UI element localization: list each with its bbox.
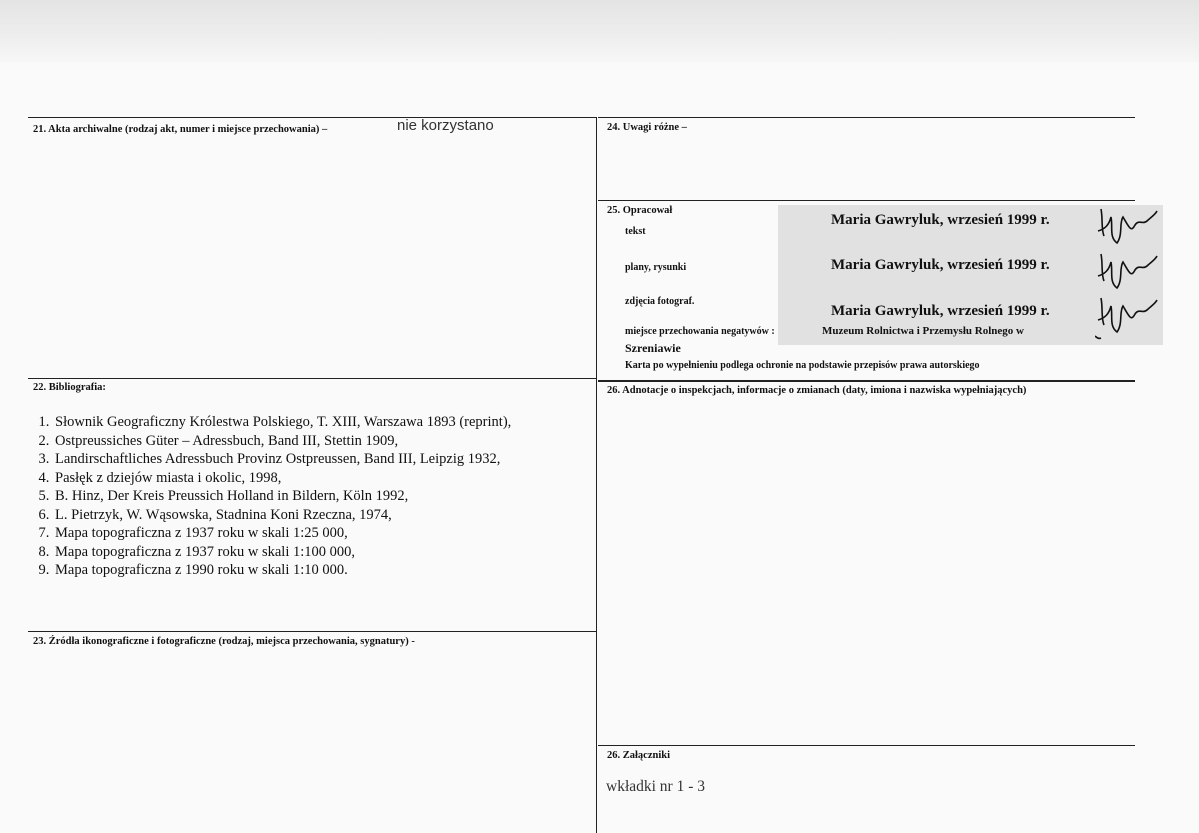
scan-top-margin xyxy=(0,0,1199,62)
row-plans-label: plany, rysunki xyxy=(625,262,687,273)
row-photos-label: zdjęcia fotograf. xyxy=(625,296,695,307)
row-photos-value: Maria Gawryluk, wrzesień 1999 r. xyxy=(831,303,1050,319)
negatives-value: Muzeum Rolnictwa i Przemysłu Rolnego w xyxy=(822,325,1024,337)
signature-mark xyxy=(1095,248,1160,293)
bibliography-item: 2. Ostpreussiches Güter – Adressbuch, Band III, Stettin 1909, xyxy=(53,432,613,451)
section-26-attachments-label: 26. Załączniki xyxy=(607,750,671,761)
bibliography-item: 1. Słownik Geograficzny Królestwa Polskiego, T. XIII, Warszawa 1893 (reprint), xyxy=(53,413,613,432)
bibliography-item: 4. Pasłęk z dziejów miasta i okolic, 1998, xyxy=(53,469,613,488)
bibliography-item: 5. B. Hinz, Der Kreis Preussich Holland in Bildern, Köln 1992, xyxy=(53,487,613,506)
negatives-value-continued: Szreniawie xyxy=(625,341,681,355)
section-26-annotations-label: 26. Adnotacje o inspekcjach, informacje o zmianach (daty, imiona i nazwiska wypełniających) xyxy=(607,385,1027,396)
signature-mark xyxy=(1095,292,1160,342)
section-23-label: 23. Źródła ikonograficzne i fotograficzne (rodzaj, miejsca przechowania, sygnatury) - xyxy=(33,636,415,647)
rule-26b-top xyxy=(598,745,1135,746)
negatives-label: miejsce przechowania negatywów : xyxy=(625,326,775,337)
bibliography-item: 7. Mapa topograficzna z 1937 roku w skali 1:25 000, xyxy=(53,524,613,543)
rule-25-top xyxy=(598,200,1135,201)
signature-mark xyxy=(1095,203,1160,248)
bibliography-item: 8. Mapa topograficzna z 1937 roku w skali 1:100 000, xyxy=(53,543,613,562)
attachments-value: wkładki nr 1 - 3 xyxy=(606,778,706,795)
section-21-label: 21. Akta archiwalne (rodzaj akt, numer i miejsce przechowania) – xyxy=(33,124,328,135)
rule-top-right xyxy=(598,117,1135,118)
bibliography-list xyxy=(30,413,613,580)
section-24-label: 24. Uwagi różne – xyxy=(607,122,687,133)
copyright-note: Karta po wypełnieniu podlega ochronie na podstawie przepisów prawa autorskiego xyxy=(625,360,980,371)
rule-top-left xyxy=(28,117,596,118)
rule-mid-left xyxy=(28,378,596,379)
row-text-label: tekst xyxy=(625,226,646,237)
bibliography-item: 3. Landirschaftliches Adressbuch Provinz Ostpreussen, Band III, Leipzig 1932, xyxy=(53,450,613,469)
section-25-label: 25. Opracował xyxy=(607,205,673,216)
section-21-value: nie korzystano xyxy=(397,117,494,134)
row-plans-value: Maria Gawryluk, wrzesień 1999 r. xyxy=(831,257,1050,273)
rule-23-top xyxy=(28,631,596,632)
bibliography-item: 6. L. Pietrzyk, W. Wąsowska, Stadnina Koni Rzeczna, 1974, xyxy=(53,506,613,525)
row-text-value: Maria Gawryluk, wrzesień 1999 r. xyxy=(831,212,1050,228)
bibliography-item: 9. Mapa topograficzna z 1990 roku w skali 1:10 000. xyxy=(53,561,613,580)
rule-mid-right xyxy=(598,380,1135,382)
section-22-label: 22. Bibliografia: xyxy=(33,382,106,393)
